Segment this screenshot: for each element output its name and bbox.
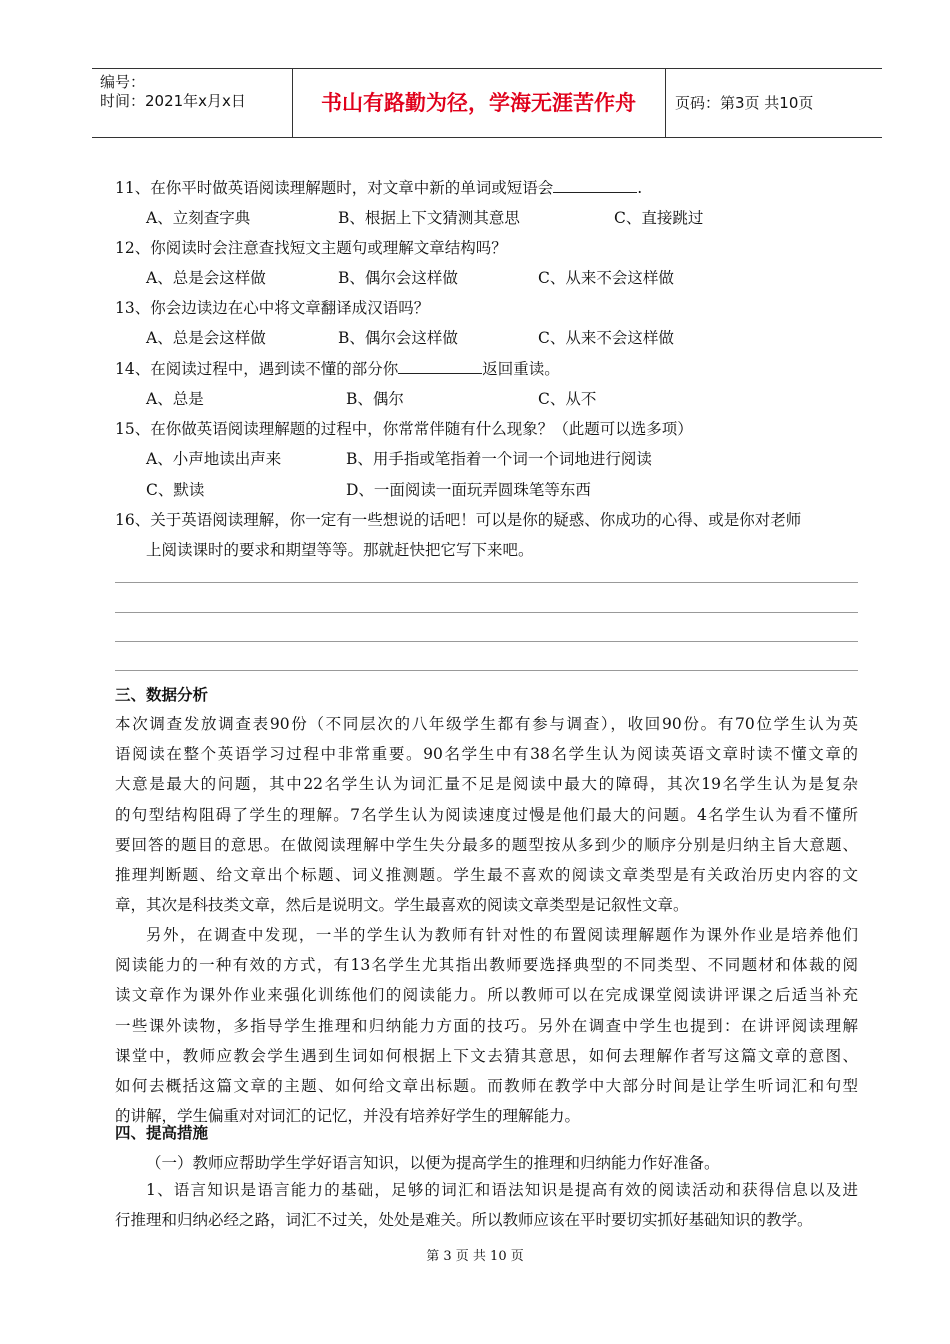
paragraph: 另外，在调查中发现，一半的学生认为教师有针对性的布置阅读理解题作为课外作业是培养他们 阅读能力的一种有效的方式，有13名学生尤其指出教师要选择典型的不同类型、不同题材和体裁的阅 读文章作为课外作业来强化训练他们的阅读能力。所以教师可以在完成课堂阅读讲评课之后适当补充 一些课外读物，多指导学生推理和归纳能力方面的技巧。另外在调查中学生也提到：在讲评阅读理解 课堂中，教师应教会学生遇到生词如何根据上下文去猜其意思，如何去理解作者写这篇文章的意图、 如何去概括这篇文章的主题、如何给文章出标题。而教师在教学中大部分时间是让学生听词汇和句型 的讲解，学生偏重对对词汇的记忆，并没有培养好学生的理解能力。 bbox=[115, 926, 858, 1126]
option: B、偶尔会这样做 bbox=[338, 269, 458, 287]
answer-line bbox=[115, 612, 858, 613]
option: A、总是会这样做 bbox=[146, 329, 266, 347]
section-title: 四、提高措施 bbox=[115, 1124, 209, 1142]
answer-line bbox=[115, 641, 858, 642]
page-header bbox=[92, 68, 882, 138]
paragraph: 1、语言知识是语言能力的基础，足够的词汇和语法知识是提高有效的阅读活动和获得信息以及进 行推理和归纳必经之路，词汇不过关，处处是难关。所以教师应该在平时要切实抓好基础知识的教学。 bbox=[115, 1181, 858, 1230]
option: C、默读 bbox=[146, 481, 205, 499]
option: C、从来不会这样做 bbox=[538, 329, 674, 347]
option: A、总是会这样做 bbox=[146, 269, 266, 287]
option: B、偶尔 bbox=[346, 390, 404, 408]
option: B、偶尔会这样做 bbox=[338, 329, 458, 347]
option: D、一面阅读一面玩弄圆珠笔等东西 bbox=[346, 481, 591, 499]
question-14: 14、在阅读过程中，遇到读不懂的部分你 返回重读。 bbox=[115, 360, 560, 378]
option: C、从不 bbox=[538, 390, 597, 408]
page-label: 页码：第3页 共10页 bbox=[675, 94, 814, 112]
option: B、根据上下文猜测其意思 bbox=[338, 209, 520, 227]
option: A、立刻查字典 bbox=[146, 209, 251, 227]
number-label: 编号： bbox=[100, 73, 146, 91]
option: C、直接跳过 bbox=[614, 209, 704, 227]
option: A、总是 bbox=[146, 390, 204, 408]
subheading: （一）教师应帮助学生学好语言知识，以便为提高学生的推理和归纳能力作好准备。 bbox=[146, 1154, 720, 1172]
option: B、用手指或笔指着一个词一个词地进行阅读 bbox=[346, 450, 652, 468]
option: A、小声地读出声来 bbox=[146, 450, 282, 468]
answer-blank bbox=[553, 178, 637, 193]
page-footer: 第 3 页 共 10 页 bbox=[426, 1249, 524, 1264]
question-13: 13、你会边读边在心中将文章翻译成汉语吗？ bbox=[115, 299, 430, 317]
question-12: 12、你阅读时会注意查找短文主题句或理解文章结构吗？ bbox=[115, 239, 507, 257]
section-title: 三、数据分析 bbox=[115, 686, 209, 704]
option: C、从来不会这样做 bbox=[538, 269, 674, 287]
header-meta bbox=[100, 73, 296, 111]
question-16: 16、关于英语阅读理解，你一定有一些想说的话吧！可以是你的疑惑、你成功的心得、或是你对老师 bbox=[115, 511, 802, 529]
answer-blank bbox=[398, 359, 482, 374]
answer-line bbox=[115, 582, 858, 583]
time-label: 时间：2021年x月x日 bbox=[100, 92, 246, 110]
question-11: 11、在你平时做英语阅读理解题时，对文章中新的单词或短语会 . bbox=[115, 179, 643, 197]
header-motto: 书山有路勤为径，学海无涯苦作舟 bbox=[321, 91, 636, 115]
question-16-line2: 上阅读课时的要求和期望等等。那就赶快把它写下来吧。 bbox=[146, 541, 534, 559]
header-divider bbox=[665, 69, 666, 137]
question-15: 15、在你做英语阅读理解题的过程中，你常常伴随有什么现象？（此题可以选多项） bbox=[115, 420, 693, 438]
paragraph: 本次调查发放调查表90份（不同层次的八年级学生都有参与调查），收回90份。有70位学生认为英 语阅读在整个英语学习过程中非常重要。90名学生中有38名学生认为阅读英语文章时读不懂文章的 大意是最大的问题，其中22名学生认为词汇量不足是阅读中最大的障碍，其次19名学生认为是复杂 的句型结构阻碍了学生的理解。7名学生认为阅读速度过慢是他们最大的问题。4名学生认为看不懂所 要回答的题目的意思。在做阅读理解中学生失分最多的题型按从多到少的顺序分别是归纳主旨大意题、 推理判断题、给文章出个标题、词义推测题。学生最不喜欢的阅读文章类型是有关政治历史内容的文 章，其次是科技类文章，然后是说明文。学生最喜欢的阅读文章类型是记叙性文章。 bbox=[115, 715, 858, 915]
answer-line bbox=[115, 670, 858, 671]
